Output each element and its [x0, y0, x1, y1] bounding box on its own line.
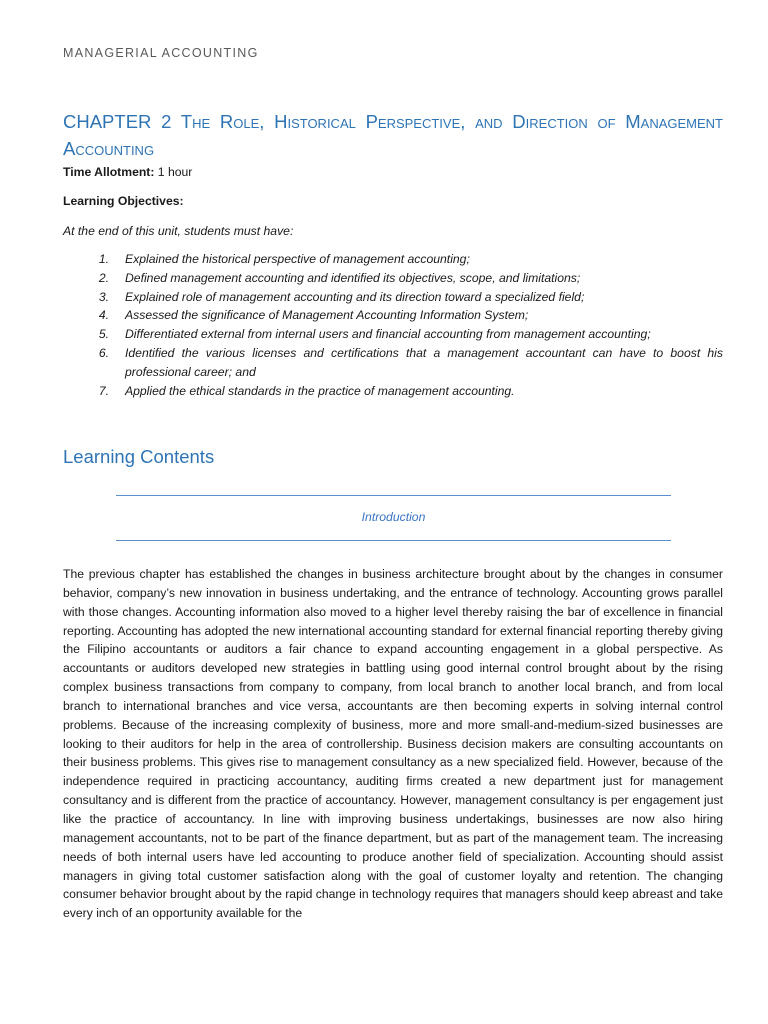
objective-text: Assessed the significance of Management Accounting Information System; — [125, 308, 529, 323]
objective-item — [63, 382, 723, 401]
objective-item — [63, 250, 723, 269]
objective-text: Explained role of management accounting and its direction toward a specialized field; — [125, 289, 585, 304]
objective-item — [63, 306, 723, 325]
learning-contents-heading: Learning Contents — [63, 446, 215, 467]
time-allotment-label: Time Allotment: — [63, 165, 155, 179]
objective-text: Explained the historical perspective of management accounting; — [125, 252, 470, 266]
chapter-title: CHAPTER 2 The Role, Historical Perspective, and Direction of Management Accounting — [63, 111, 723, 159]
objective-number: 7. — [98, 383, 109, 398]
objective-number: 1. — [98, 252, 109, 266]
time-allotment — [63, 163, 192, 182]
objective-text: Differentiated external from internal users and financial accounting from management accounting; — [125, 327, 651, 342]
objective-number: 5. — [98, 327, 109, 342]
objective-number: 6. — [98, 345, 109, 360]
objective-item — [63, 325, 723, 344]
objectives-list — [63, 250, 723, 400]
objective-number: 2. — [98, 270, 109, 285]
divider-bottom — [116, 540, 671, 541]
running-header: MANAGERIAL ACCOUNTING — [63, 46, 259, 60]
objective-item — [63, 269, 723, 288]
objective-text: Applied the ethical standards in the practice of management accounting. — [125, 383, 515, 398]
divider-top — [116, 495, 671, 496]
time-allotment-value: 1 hour — [154, 165, 193, 179]
objective-number: 4. — [98, 308, 109, 323]
objective-text: Defined management accounting and identified its objectives, scope, and limitations; — [125, 270, 581, 285]
objective-item — [63, 344, 723, 382]
learning-objectives-heading: Learning Objectives: — [63, 194, 184, 208]
introduction-subheading: Introduction — [361, 510, 426, 524]
objective-item — [63, 288, 723, 307]
objective-text: Identified the various licenses and certifications that a management accountant can have to boost his professional career; and — [125, 345, 723, 379]
introduction-paragraph: The previous chapter has established the changes in business architecture brought about by the changes in consumer behavior, company’s new innovation in business undertaking, and the entrance of technology. Accounting grows parallel with those changes. Accounting information also moved to a higher level thereby raising the bar of excellence in financial reporting. Accounting has adopted the new international accounting standard for external financial reporting thereby giving the Filipino accountants or auditors a fair chance to expand accounting engagement in a global perspective. As accountants or auditors developed new strategies in battling using good internal control brought about by the rising complex business transactions from company to company, from local branch to another local branch, and from local branch to international branches and vice versa, accountants are then becoming experts in solving internal control problems. Because of the increasing complexity of business, more and more small-and-medium-sized businesses are looking to their auditors for help in the area of controllership. Business decision makers are consulting accountants on their business problems. This gives rise to management consultancy as a new specialized field. However, because of the independence required in practicing accountancy, auditing firms created a new department just for management consultancy and is different from the practice of accountancy. However, management consultancy is per engagement just like the practice of accountancy. In line with improving business undertakings, businesses are now also hiring management accountants, not to be part of the finance department, but as part of the management team. The increasing needs of both internal users have led accounting to produce another field of specialization. Accounting should assist managers in giving total customer satisfaction along with the goal of customer loyalty and retention. The changing consumer behavior brought about by the rapid change in technology requires that managers should keep abreast and take every inch of an opportunity available for the — [63, 567, 723, 921]
objectives-intro: At the end of this unit, students must have: — [63, 224, 294, 238]
objective-number: 3. — [98, 289, 109, 304]
